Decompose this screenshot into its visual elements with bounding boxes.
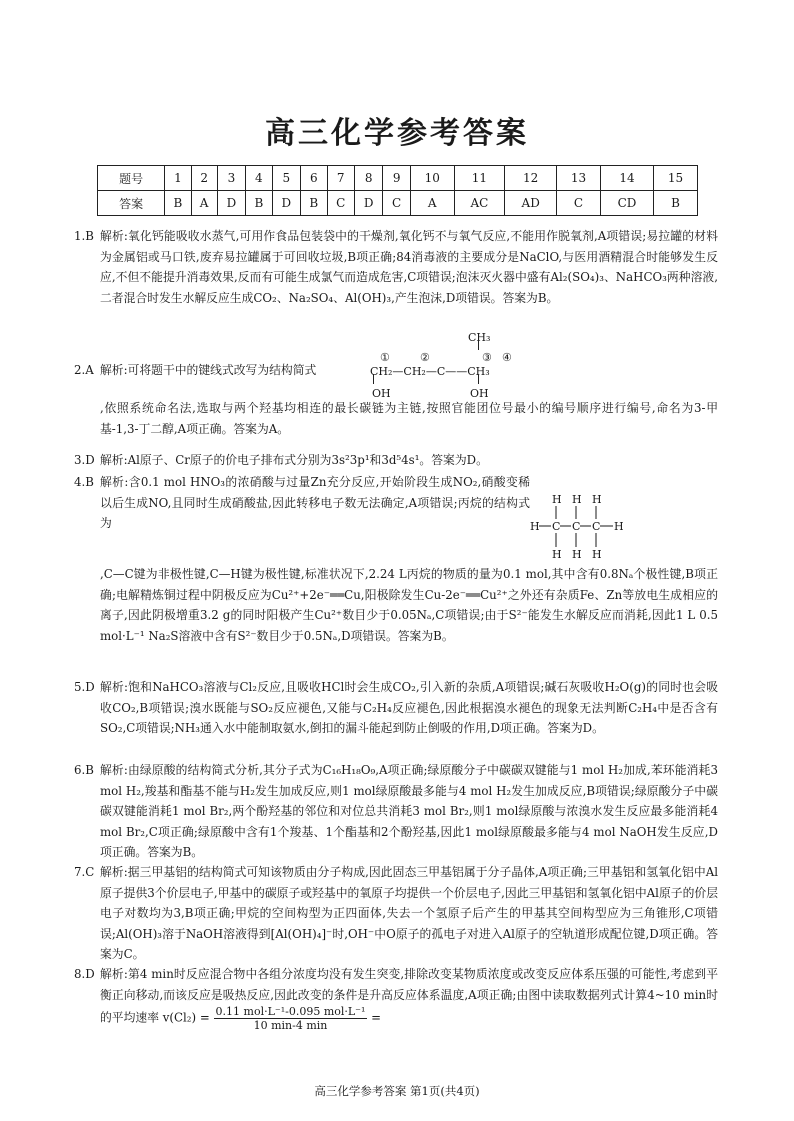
question-7	[74, 862, 718, 965]
table-cell-question-number: 10	[410, 166, 454, 191]
question-8	[74, 964, 718, 1032]
structure-formula-propane	[530, 492, 630, 566]
table-cell-question-number: 14	[600, 166, 653, 191]
answer-explanations	[74, 226, 718, 308]
question-text: 解析:由绿原酸的结构简式分析,其分子式为C₁₆H₁₈O₉,A项正确;绿原酸分子中碳碳双键能与1 mol H₂加成,苯环能消耗3 mol H₂,羧基和酯基不能与H₂发生加成反应,则1 mol绿原酸最多能与4 mol H₂发生加成反应,B项错误;绿原酸分子中碳碳双键能消耗1 mol Br₂,两个酚羟基的邻位和对位总共消耗3 mol Br₂,则1 mol绿原酸与浓溴水发生反应最多能消耗4 mol Br₂,C项正确;绿原酸中含有1个羧基、1个酯基和2个酚羟基,因此1 mol绿原酸最多能与4 mol NaOH发生反应,D项正确。答案为B。	[100, 763, 718, 859]
table-row-answers	[98, 191, 698, 216]
table-cell-answer: C	[383, 191, 410, 216]
table-cell-question-number: 11	[454, 166, 505, 191]
question-text: 解析:据三甲基铝的结构简式可知该物质由分子构成,因此固态三甲基铝属于分子晶体,A项正确;三甲基铝和氢氧化铝中Al原子提供3个价层电子,甲基中的碳原子或羟基中的氧原子均提供一个价层电子,因此三甲基铝和氢氧化铝中Al原子的价层电子对数均为3,B项正确;甲烷的空间构型为正四面体,失去一个氢原子后产生的甲基其空间构型应为三角锥形,C项错误;Al(OH)₃溶于NaOH溶液得到[Al(OH)₄]⁻时,OH⁻中O原子的孤电子对进入Al原子的空轨道形成配位键,D项正确。答案为C。	[100, 865, 718, 961]
table-cell-question-number: 2	[191, 166, 217, 191]
question-4	[74, 472, 718, 646]
svg-text:H: H	[572, 548, 582, 561]
svg-text:H: H	[614, 520, 624, 533]
table-cell-answer: AC	[454, 191, 505, 216]
bond-line	[478, 340, 479, 350]
question-number: 3.D	[74, 453, 95, 467]
svg-text:H: H	[592, 548, 602, 561]
question-number: 5.D	[74, 680, 95, 694]
page-footer: 高三化学参考答案 第1页(共4页)	[314, 1084, 480, 1098]
table-cell-answer: B	[165, 191, 191, 216]
svg-text:H: H	[552, 548, 562, 561]
main-chain: CH₂—CH₂—C——CH₃	[370, 365, 490, 378]
table-cell-answer: D	[354, 191, 383, 216]
question-text: 解析:氧化钙能吸收水蒸气,可用作食品包装袋中的干燥剂,氧化钙不与氧气反应,不能用作脱氧剂,A项错误;易拉罐的材料为金属铝或马口铁,废弃易拉罐属于可回收垃圾,B项正确;84消毒液的主要成分是NaClO,与医用酒精混合时能够发生反应,不但不能提升消毒效果,反而有可能生成氯气而造成危害,C项错误;泡沫灭火器中盛有Al₂(SO₄)₃、NaHCO₃两种溶液,二者混合时发生水解反应生成CO₂、Na₂SO₄、Al(OH)₃,产生泡沫,D项错误。答案为B。	[100, 229, 718, 305]
table-cell-answer: AD	[505, 191, 557, 216]
table-cell-answer: A	[191, 191, 217, 216]
question-text: 解析:饱和NaHCO₃溶液与Cl₂反应,且吸收HCl时会生成CO₂,引入新的杂质,A项错误;碱石灰吸收H₂O(g)的同时也会吸收CO₂,B项错误;溴水既能与SO₂反应褪色,又能与C₂H₄反应褪色,因此根据溴水褪色的现象无法判断C₂H₄中是否含有SO₂,C项错误;NH₃通入水中能制取氨水,倒扣的漏斗能起到防止倒吸的作用,D项正确。答案为D。	[100, 680, 718, 735]
table-cell-question-number: 9	[383, 166, 410, 191]
fraction-numerator: 0.11 mol·L⁻¹-0.095 mol·L⁻¹	[215, 1005, 366, 1018]
hydroxyl-group-2: OH	[470, 387, 489, 400]
table-cell-question-number: 12	[505, 166, 557, 191]
svg-text:H: H	[592, 493, 602, 506]
equals-sign: =	[371, 1010, 382, 1025]
svg-text:H: H	[572, 493, 582, 506]
fraction-denominator: 10 min-4 min	[253, 1019, 328, 1032]
table-cell-question-number: 8	[354, 166, 383, 191]
question-3	[74, 450, 718, 471]
table-cell-question-number: 13	[557, 166, 601, 191]
bond-line	[373, 374, 374, 384]
question-2	[74, 328, 718, 439]
question-text-continued: ,依照系统命名法,选取与两个羟基均相连的最长碳链为主链,按照官能团位号最小的编号顺序进行编号,命名为3-甲基-1,3-丁二醇,A项正确。答案为A。	[100, 401, 718, 436]
question-5	[74, 677, 718, 739]
question-number: 4.B	[74, 475, 94, 489]
question-6	[74, 760, 718, 863]
methyl-group-label: CH₃	[468, 331, 491, 344]
table-cell-answer: C	[557, 191, 601, 216]
rate-fraction	[214, 1005, 368, 1032]
carbon-number-1: ①	[380, 351, 390, 364]
carbon-number-3: ③	[482, 351, 492, 364]
hydroxyl-group-1: OH	[372, 387, 391, 400]
table-cell-question-number: 5	[272, 166, 301, 191]
question-text: 解析:可将题干中的键线式改写为结构简式	[100, 363, 317, 377]
question-text: 解析:Al原子、Cr原子的价电子排布式分别为3s²3p¹和3d⁵4s¹。答案为D。	[100, 453, 488, 467]
table-cell-answer: CD	[600, 191, 653, 216]
table-cell-question-number: 4	[246, 166, 272, 191]
question-number: 8.D	[74, 967, 95, 981]
table-cell-answer: B	[301, 191, 327, 216]
carbon-number-2: ②	[420, 351, 430, 364]
table-cell-answer: A	[410, 191, 454, 216]
question-number: 6.B	[74, 763, 94, 777]
question-number: 1.B	[74, 229, 94, 243]
answer-table	[97, 165, 698, 216]
question-number: 2.A	[74, 363, 94, 377]
table-cell-answer: C	[327, 191, 354, 216]
table-answer-label: 答案	[98, 191, 165, 216]
bond-line	[478, 374, 479, 384]
structure-formula-butanediol	[370, 328, 535, 398]
table-cell-question-number: 1	[165, 166, 191, 191]
svg-text:C: C	[592, 520, 601, 533]
svg-text:H: H	[552, 493, 562, 506]
table-cell-question-number: 6	[301, 166, 327, 191]
table-cell-question-number: 15	[654, 166, 698, 191]
svg-text:C: C	[572, 520, 581, 533]
svg-text:H: H	[530, 520, 540, 533]
table-cell-answer: B	[246, 191, 272, 216]
question-text: 解析:含0.1 mol HNO₃的浓硝酸与过量Zn充分反应,开始阶段生成NO₂,硝酸变稀以后生成NO,且同时生成硝酸盐,因此转移电子数无法确定,A项错误;丙烷的结构式为	[100, 475, 530, 530]
table-header-label: 题号	[98, 166, 165, 191]
question-text-continued: ,C—C键为非极性键,C—H键为极性键,标准状况下,2.24 L丙烷的物质的量为0.1 mol,其中含有0.8Nₐ个极性键,B项正确;电解精炼铜过程中阴极反应为Cu²⁺+2e⁻══Cu,阳极除发生Cu-2e⁻══Cu²⁺之外还有杂质Fe、Zn等放电生成相应的离子,因此阴极增重3.2 g的同时阳极产生Cu²⁺数目少于0.05Nₐ,C项错误;由于S²⁻能发生水解反应而消耗,因此1 L 0.5 mol·L⁻¹ Na₂S溶液中含有S²⁻数目少于0.5Nₐ,D项错误。答案为B。	[100, 567, 718, 643]
propane-structure-svg	[530, 492, 630, 566]
table-cell-question-number: 3	[217, 166, 246, 191]
table-cell-answer: D	[272, 191, 301, 216]
question-number: 7.C	[74, 865, 95, 879]
table-cell-question-number: 7	[327, 166, 354, 191]
svg-text:C: C	[552, 520, 561, 533]
page-title: 高三化学参考答案	[265, 116, 529, 151]
question-text: 解析:第4 min时反应混合物中各组分浓度均没有发生突变,排除改变某物质浓度或改变反应体系压强的可能性,考虑到平衡正向移动,而该反应是吸热反应,因此改变的条件是升高反应体系温度,A项正确;由图中读取数据列式计算4~10 min时的平均速率 v(Cl₂) =	[100, 967, 718, 1025]
table-row-numbers	[98, 166, 698, 191]
carbon-number-4: ④	[502, 351, 512, 364]
question-1	[74, 226, 718, 308]
table-cell-answer: B	[654, 191, 698, 216]
table-cell-answer: D	[217, 191, 246, 216]
